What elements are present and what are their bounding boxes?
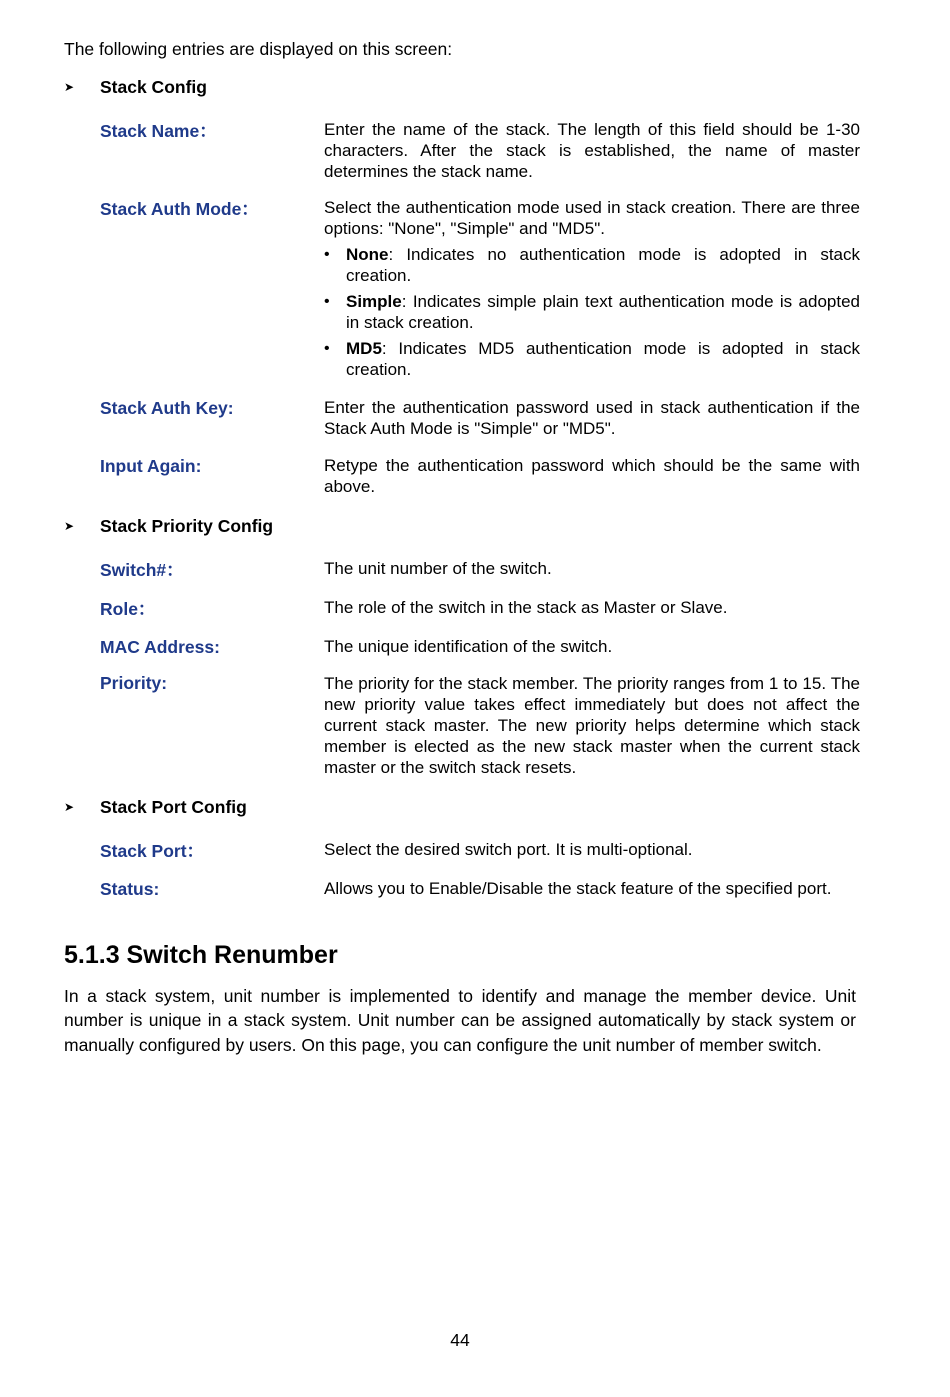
term-role: Role： bbox=[100, 599, 156, 619]
term-stack-name: Stack Name： bbox=[100, 121, 217, 141]
desc-stack-name: Enter the name of the stack. The length of this field should be 1-30 characters. After the stack is established, the name of master determines the stack name. bbox=[324, 120, 860, 181]
arrow-right-icon: ➤ bbox=[64, 800, 75, 814]
section-heading: 5.1.3 Switch Renumber bbox=[64, 941, 338, 969]
desc-status: Allows you to Enable/Disable the stack feature of the specified port. bbox=[324, 879, 832, 898]
list-item bbox=[324, 338, 860, 380]
desc-role: The role of the switch in the stack as Master or Slave. bbox=[324, 598, 728, 617]
desc-mac-address: The unique identification of the switch. bbox=[324, 637, 613, 656]
term-status: Status: bbox=[100, 879, 160, 899]
arrow-right-icon: ➤ bbox=[64, 80, 75, 94]
option-name: None bbox=[346, 245, 389, 264]
list-item bbox=[324, 291, 860, 333]
section-title: Stack Config bbox=[100, 77, 207, 97]
term-priority: Priority: bbox=[100, 673, 168, 693]
desc-text: Select the authentication mode used in stack creation. There are three options: "None", "Simple" and "MD5". bbox=[324, 198, 860, 238]
desc-stack-auth-key: Enter the authentication password used in stack authentication if the Stack Auth Mode is "Simple" or "MD5". bbox=[324, 398, 860, 438]
term-stack-auth-mode: Stack Auth Mode： bbox=[100, 199, 259, 219]
body-paragraph: In a stack system, unit number is implemented to identify and manage the member device. Unit number is unique in a stack system. Unit number can be assigned automatically by stack system or manually configured by users. On this page, you can configure the unit number of member switch. bbox=[64, 986, 856, 1055]
section-stack-port-config bbox=[64, 796, 247, 818]
option-text: : Indicates simple plain text authentication mode is adopted in stack creation. bbox=[346, 292, 860, 332]
desc-switch-number: The unit number of the switch. bbox=[324, 559, 552, 578]
section-title: Stack Priority Config bbox=[100, 516, 274, 536]
intro-text: The following entries are displayed on this screen: bbox=[64, 39, 453, 59]
section-title: Stack Port Config bbox=[100, 797, 247, 817]
term-input-again: Input Again: bbox=[100, 456, 202, 476]
option-name: Simple bbox=[346, 292, 402, 311]
term-stack-auth-key: Stack Auth Key: bbox=[100, 398, 234, 418]
desc-stack-auth-mode bbox=[324, 197, 860, 385]
option-text: : Indicates MD5 authentication mode is adopted in stack creation. bbox=[346, 339, 860, 379]
desc-input-again: Retype the authentication password which should be the same with above. bbox=[324, 456, 860, 496]
list-item bbox=[324, 244, 860, 286]
option-text: : Indicates no authentication mode is adopted in stack creation. bbox=[346, 245, 860, 285]
section-stack-config bbox=[64, 76, 207, 98]
term-switch-number: Switch#： bbox=[100, 560, 184, 580]
section-stack-priority-config bbox=[64, 515, 273, 537]
option-name: MD5 bbox=[346, 339, 382, 358]
desc-priority: The priority for the stack member. The priority ranges from 1 to 15. The new priority value takes effect immediately but does not affect the current stack master. The new priority helps determine which stack member is elected as the new stack master when the current stack master or the switch stack resets. bbox=[324, 674, 860, 777]
arrow-right-icon: ➤ bbox=[64, 519, 75, 533]
page-number: 44 bbox=[450, 1330, 470, 1350]
auth-mode-list bbox=[324, 244, 860, 380]
desc-stack-port: Select the desired switch port. It is multi-optional. bbox=[324, 840, 693, 859]
term-stack-port: Stack Port： bbox=[100, 841, 205, 861]
term-mac-address: MAC Address: bbox=[100, 637, 220, 657]
